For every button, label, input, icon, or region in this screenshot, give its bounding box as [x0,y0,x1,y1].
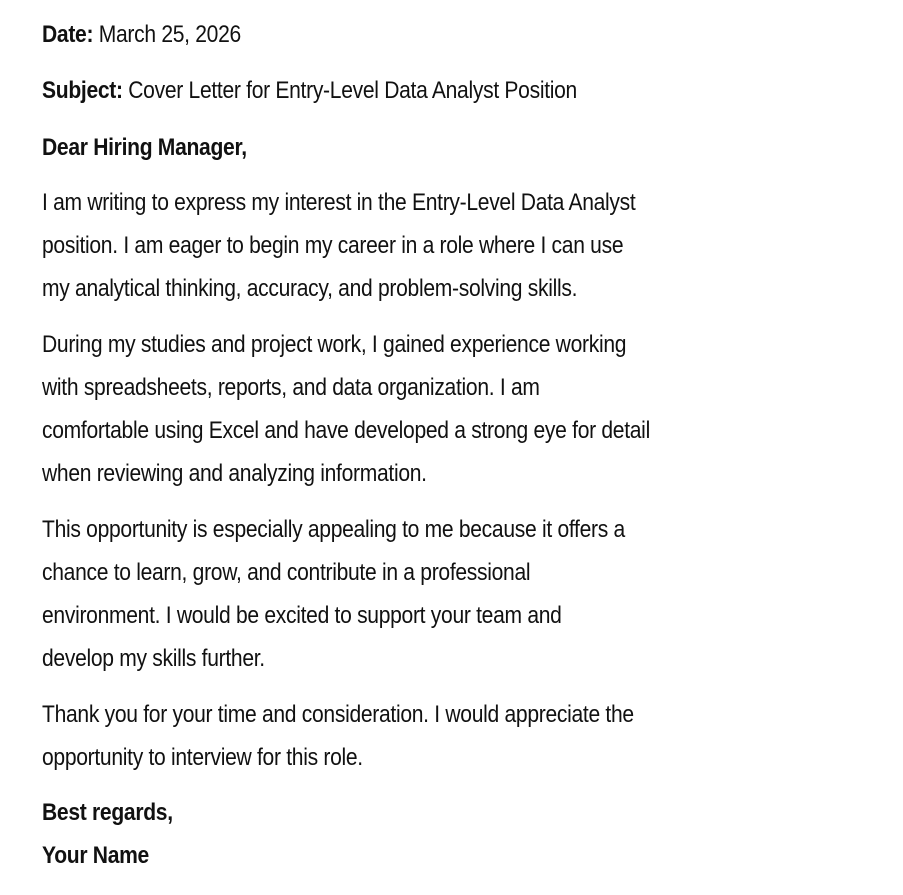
paragraph-line: This opportunity is especially appealing to me because it offers a [42,516,625,543]
subject-line [42,76,664,106]
subject-value: Cover Letter for Entry-Level Data Analyst Position [122,77,577,104]
paragraph-line: when reviewing and analyzing information. [42,460,427,487]
date-label: Date: [42,21,94,48]
paragraph-line: opportunity to interview for this role. [42,744,363,771]
paragraph-line: my analytical thinking, accuracy, and problem-solving skills. [42,275,578,302]
paragraph-line: with spreadsheets, reports, and data organization. I am [42,374,540,401]
date-value: March 25, 2026 [93,21,241,48]
paragraph-line: Thank you for your time and consideration. I would appreciate the [42,701,634,728]
date-line [42,20,273,50]
signature-name: Your Name [42,842,149,869]
paragraph-line: comfortable using Excel and have developed a strong eye for detail [42,417,650,444]
salutation: Dear Hiring Manager, [42,134,247,161]
paragraph-line: environment. I would be excited to support your team and [42,602,562,629]
subject-label: Subject: [42,77,123,104]
paragraph-line: chance to learn, grow, and contribute in a professional [42,559,531,586]
closing-phrase: Best regards, [42,799,173,826]
paragraph-line: develop my skills further. [42,645,265,672]
paragraph-line: position. I am eager to begin my career in a role where I can use [42,232,624,259]
paragraph-line: During my studies and project work, I gained experience working [42,331,627,358]
paragraph-line: I am writing to express my interest in the Entry-Level Data Analyst [42,189,636,216]
